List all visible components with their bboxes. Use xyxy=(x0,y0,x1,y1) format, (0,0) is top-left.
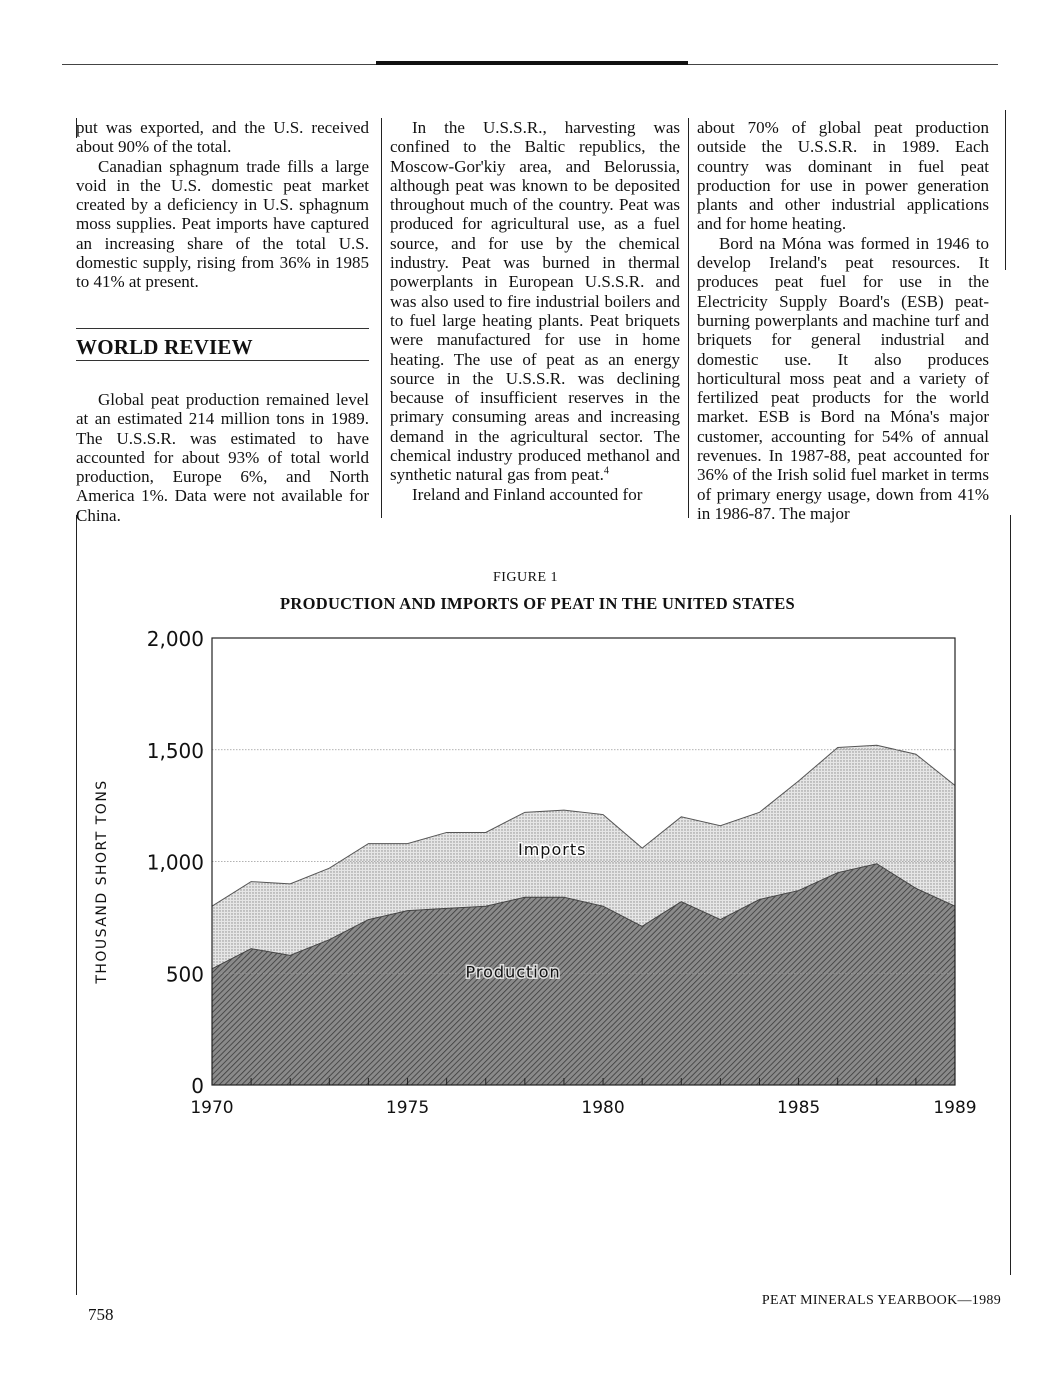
paragraph: about 70% of global peat production outside the U.S.S.R. in 1989. Each country was dominant in fuel peat production for use in power generation plants and other industrial applications and for home heating. xyxy=(697,118,989,234)
paragraph: Canadian sphagnum trade fills a large void in the U.S. domestic peat market created by a deficiency in U.S. sphagnum moss supplies. Peat imports have captured an increasing share of the total U.S. domestic supply, rising from 36% in 1985 to 41% at present. xyxy=(76,156,369,292)
paragraph: put was exported, and the U.S. received about 90% of the total. xyxy=(76,118,369,157)
section-rule-bottom xyxy=(76,360,369,361)
x-tick-label: 1989 xyxy=(933,1098,977,1118)
running-title: PEAT MINERALS YEARBOOK—1989 xyxy=(761,1293,1001,1308)
world-review-text xyxy=(76,390,369,525)
paragraph: Ireland and Finland accounted for xyxy=(412,484,643,504)
peat-chart xyxy=(90,625,990,1125)
right-page-line xyxy=(1010,515,1011,1275)
page-number: 758 xyxy=(88,1305,114,1324)
y-axis-label: THOUSAND SHORT TONS xyxy=(94,779,110,984)
figure-title: PRODUCTION AND IMPORTS OF PEAT IN THE UNITED STATES xyxy=(280,594,795,613)
right-margin-line xyxy=(1005,110,1006,270)
column-1 xyxy=(76,118,369,292)
top-rule-thick xyxy=(376,61,688,65)
plot-area xyxy=(212,745,955,1085)
x-tick-label: 1975 xyxy=(385,1098,430,1118)
imports-annotation: Imports xyxy=(517,839,587,859)
production-annotation: Production xyxy=(465,962,561,982)
paragraph xyxy=(390,118,680,485)
paragraph-text: In the U.S.S.R., harvesting was confined to the Baltic republics, the Moscow-Gor'kiy area, and Belorussia, although peat was known to be deposited throughout much of the country. Peat was produced for agricultural use, as a fuel source, and for use by the chemical industry. Peat was burned in thermal powerplants in European U.S.S.R. and was also used to fire industrial boilers and to fuel large heating plants. Peat briquets were manufactured for use in home heating. The use of peat as an energy source in the U.S.S.R. was declining because of insufficient reserves in the primary consuming areas and increasing demand in the agricultural sector. The chemical industry produced methanol and synthetic natural gas from peat. xyxy=(390,118,680,485)
figure-label: FIGURE 1 xyxy=(492,570,559,585)
column-divider-2 xyxy=(688,118,689,518)
x-tick-label: 1985 xyxy=(776,1098,821,1118)
y-tick-label: 1,000 xyxy=(146,850,204,875)
left-page-line xyxy=(76,515,77,1295)
x-tick-label: 1980 xyxy=(581,1098,625,1118)
column-3 xyxy=(697,118,989,523)
section-heading: WORLD REVIEW xyxy=(76,335,253,359)
section-rule-top xyxy=(76,328,369,329)
footnote-ref: 4 xyxy=(603,465,609,477)
y-tick-label: 500 xyxy=(165,962,204,987)
y-tick-label: 0 xyxy=(191,1074,204,1098)
paragraph: Global peat production remained level at an estimated 214 million tons in 1989. The U.S.S.R. was estimated to have accounted for about 93% of total world production, Europe 6%, and North America 1%. Data were not available for China. xyxy=(76,390,369,525)
x-tick-label: 1970 xyxy=(190,1098,234,1118)
y-tick-label: 1,500 xyxy=(146,738,204,763)
paragraph: Bord na Móna was formed in 1946 to develop Ireland's peat resources. It produces peat fuel for use in the Electricity Supply Board's (ESB) peat-burning powerplants and machine turf and briquets for general industrial and domestic use. It also produces horticultural moss peat and a variety of fertilized peat products for the world market. ESB is Bord na Móna's major customer, accounting for 54% of annual revenues. In 1987-88, peat accounted for 36% of the Irish solid fuel market in terms of primary energy usage, down from 41% in 1986-87. The major xyxy=(697,233,989,523)
column-2 xyxy=(390,118,680,504)
column-divider-1 xyxy=(381,118,382,518)
y-tick-label: 2,000 xyxy=(146,627,204,651)
